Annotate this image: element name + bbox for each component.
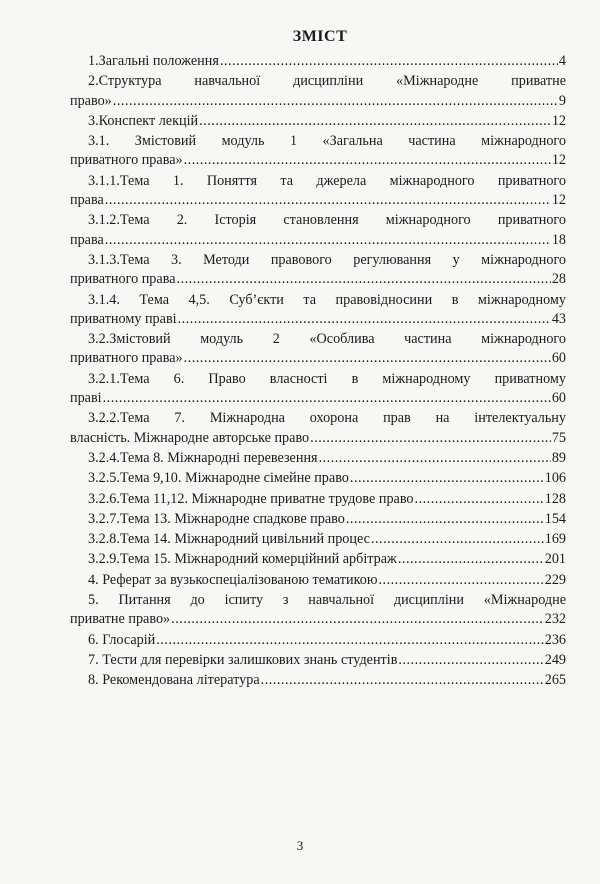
toc-line	[70, 490, 566, 509]
dot-leader	[156, 631, 543, 650]
toc-entry-text: приватного права	[70, 271, 176, 288]
toc-entry-text: 3.1.2.Тема 2. Історія становлення міжнародного приватного	[88, 212, 566, 229]
toc-entry-text: 6. Глосарій	[88, 631, 156, 648]
toc-page-number: 249	[544, 651, 566, 668]
table-of-contents	[70, 52, 566, 691]
dot-leader	[261, 671, 544, 690]
toc-entry	[70, 591, 566, 630]
toc-page-number: 169	[544, 531, 566, 548]
toc-line	[70, 291, 566, 310]
toc-entry	[70, 112, 566, 131]
toc-entry-text: 3.2.5.Тема 9,10. Міжнародне сімейне право	[88, 470, 349, 487]
toc-line	[70, 370, 566, 389]
toc-entry-text: приватного права»	[70, 350, 183, 367]
toc-entry	[70, 550, 566, 569]
dot-leader	[178, 310, 551, 329]
toc-page-number: 201	[544, 551, 566, 568]
toc-page-number: 12	[551, 192, 566, 209]
toc-line	[70, 550, 566, 569]
page-number: 3	[296, 838, 304, 853]
toc-page-number: 28	[551, 271, 566, 288]
toc-page-number: 236	[544, 631, 566, 648]
page-title: ЗМІСТ	[292, 28, 348, 45]
dot-leader	[319, 449, 551, 468]
dot-leader	[184, 349, 551, 368]
toc-entry	[70, 631, 566, 650]
toc-line	[70, 530, 566, 549]
toc-entry	[70, 52, 566, 71]
toc-line	[70, 330, 566, 349]
dot-leader	[371, 530, 544, 549]
toc-entry-text: 2.Структура навчальної дисципліни «Міжнародне приватне	[88, 73, 566, 90]
toc-entry-text: 7. Тести для перевірки залишкових знань студентів	[88, 651, 398, 668]
toc-entry-text: 3.Конспект лекцій	[88, 112, 199, 129]
toc-page-number: 75	[551, 429, 566, 446]
dot-leader	[199, 112, 551, 131]
toc-line	[70, 231, 566, 250]
toc-page-number: 265	[544, 672, 566, 689]
toc-entry	[70, 510, 566, 529]
toc-entry	[70, 469, 566, 488]
dot-leader	[113, 92, 558, 111]
dot-leader	[105, 191, 551, 210]
toc-entry-text: 3.2.6.Тема 11,12. Міжнародне приватне трудове право	[88, 490, 414, 507]
dot-leader	[350, 469, 544, 488]
toc-page-number: 128	[544, 490, 566, 507]
toc-entry-text: права	[70, 231, 104, 248]
toc-line	[70, 651, 566, 670]
toc-line	[70, 510, 566, 529]
dot-leader	[177, 270, 551, 289]
toc-entry-text: 3.2.7.Тема 13. Міжнародне спадкове право	[88, 510, 345, 527]
toc-line	[70, 571, 566, 590]
toc-entry-text: 3.2.2.Тема 7. Міжнародна охорона прав на інтелектуальну	[88, 410, 566, 427]
toc-entry	[70, 132, 566, 171]
dot-leader	[415, 490, 544, 509]
toc-entry	[70, 571, 566, 590]
toc-entry-text: 3.2.9.Тема 15. Міжнародний комерційний арбітраж	[88, 551, 397, 568]
toc-page-number: 232	[544, 611, 566, 628]
toc-page-number: 106	[544, 470, 566, 487]
toc-line	[70, 610, 566, 629]
toc-entry	[70, 490, 566, 509]
toc-line	[70, 92, 566, 111]
toc-page-number: 60	[551, 390, 566, 407]
toc-entry	[70, 211, 566, 250]
toc-entry-text: 3.1.3.Тема 3. Методи правового регулювання у міжнародного	[88, 251, 566, 268]
toc-entry-text: 4. Реферат за вузькоспеціалізованою тематикою	[88, 571, 378, 588]
toc-line	[70, 591, 566, 610]
toc-page-number: 43	[551, 310, 566, 327]
toc-entry	[70, 530, 566, 549]
dot-leader	[378, 571, 543, 590]
toc-entry-text: приватному праві	[70, 310, 177, 327]
toc-line	[70, 349, 566, 368]
toc-entry	[70, 291, 566, 330]
toc-line	[70, 409, 566, 428]
toc-entry-text: 3.1.1.Тема 1. Поняття та джерела міжнародного приватного	[88, 172, 566, 189]
toc-entry-text: 3.1.4. Тема 4,5. Суб’єкти та правовідносини в міжнародному	[88, 291, 566, 308]
toc-page-number: 18	[551, 231, 566, 248]
toc-entry-text: 3.2.Змістовий модуль 2 «Особлива частина міжнародного	[88, 331, 566, 348]
dot-leader	[220, 52, 558, 71]
toc-entry	[70, 409, 566, 448]
toc-entry	[70, 449, 566, 468]
dot-leader	[398, 651, 543, 670]
toc-line	[70, 469, 566, 488]
toc-entry-text: 1.Загальні положення	[88, 53, 219, 69]
toc-page-number: 229	[544, 571, 566, 588]
toc-entry	[70, 370, 566, 409]
toc-page-number: 89	[551, 449, 566, 466]
toc-page-number: 60	[551, 350, 566, 367]
toc-entry-text: право»	[70, 92, 112, 109]
toc-page-number: 12	[551, 112, 566, 129]
toc-page-number: 4	[558, 53, 566, 69]
toc-entry	[70, 330, 566, 369]
dot-leader	[346, 510, 544, 529]
toc-line	[70, 671, 566, 690]
toc-line	[70, 172, 566, 191]
toc-line	[70, 449, 566, 468]
dot-leader	[105, 231, 551, 250]
toc-entry-text: права	[70, 192, 104, 209]
toc-line	[70, 191, 566, 210]
toc-entry-text: приватне право»	[70, 611, 171, 628]
toc-page-number: 12	[551, 152, 566, 169]
toc-entry	[70, 671, 566, 690]
toc-page-number: 9	[558, 92, 566, 109]
toc-line	[70, 631, 566, 650]
toc-entry-text: 8. Рекомендована література	[88, 672, 260, 689]
toc-line	[70, 132, 566, 151]
toc-line	[70, 211, 566, 230]
dot-leader	[398, 550, 544, 569]
toc-line	[70, 112, 566, 131]
dot-leader	[103, 389, 551, 408]
toc-entry	[70, 251, 566, 290]
toc-line	[70, 251, 566, 270]
toc-entry	[70, 172, 566, 211]
toc-entry-text: 3.2.1.Тема 6. Право власності в міжнародному приватному	[88, 370, 566, 387]
toc-entry	[70, 72, 566, 111]
toc-line	[70, 270, 566, 289]
toc-entry-text: праві	[70, 390, 102, 407]
toc-entry	[70, 651, 566, 670]
dot-leader	[310, 429, 551, 448]
toc-line	[70, 151, 566, 170]
toc-line	[70, 310, 566, 329]
toc-entry-text: власність. Міжнародне авторське право	[70, 429, 310, 446]
toc-entry-text: 5. Питання до іспиту з навчальної дисципліни «Міжнародне	[88, 592, 566, 609]
toc-line	[70, 389, 566, 408]
toc-entry-text: 3.2.4.Тема 8. Міжнародні перевезення	[88, 449, 318, 466]
toc-page-number: 154	[544, 510, 566, 527]
dot-leader	[184, 151, 551, 170]
toc-line	[70, 72, 566, 91]
toc-entry-text: приватного права»	[70, 152, 183, 169]
toc-line	[70, 429, 566, 448]
toc-entry-text: 3.2.8.Тема 14. Міжнародний цивільний процес	[88, 531, 370, 548]
toc-entry-text: 3.1. Змістовий модуль 1 «Загальна частина міжнародного	[88, 133, 566, 150]
toc-line	[70, 52, 566, 71]
dot-leader	[171, 610, 544, 629]
